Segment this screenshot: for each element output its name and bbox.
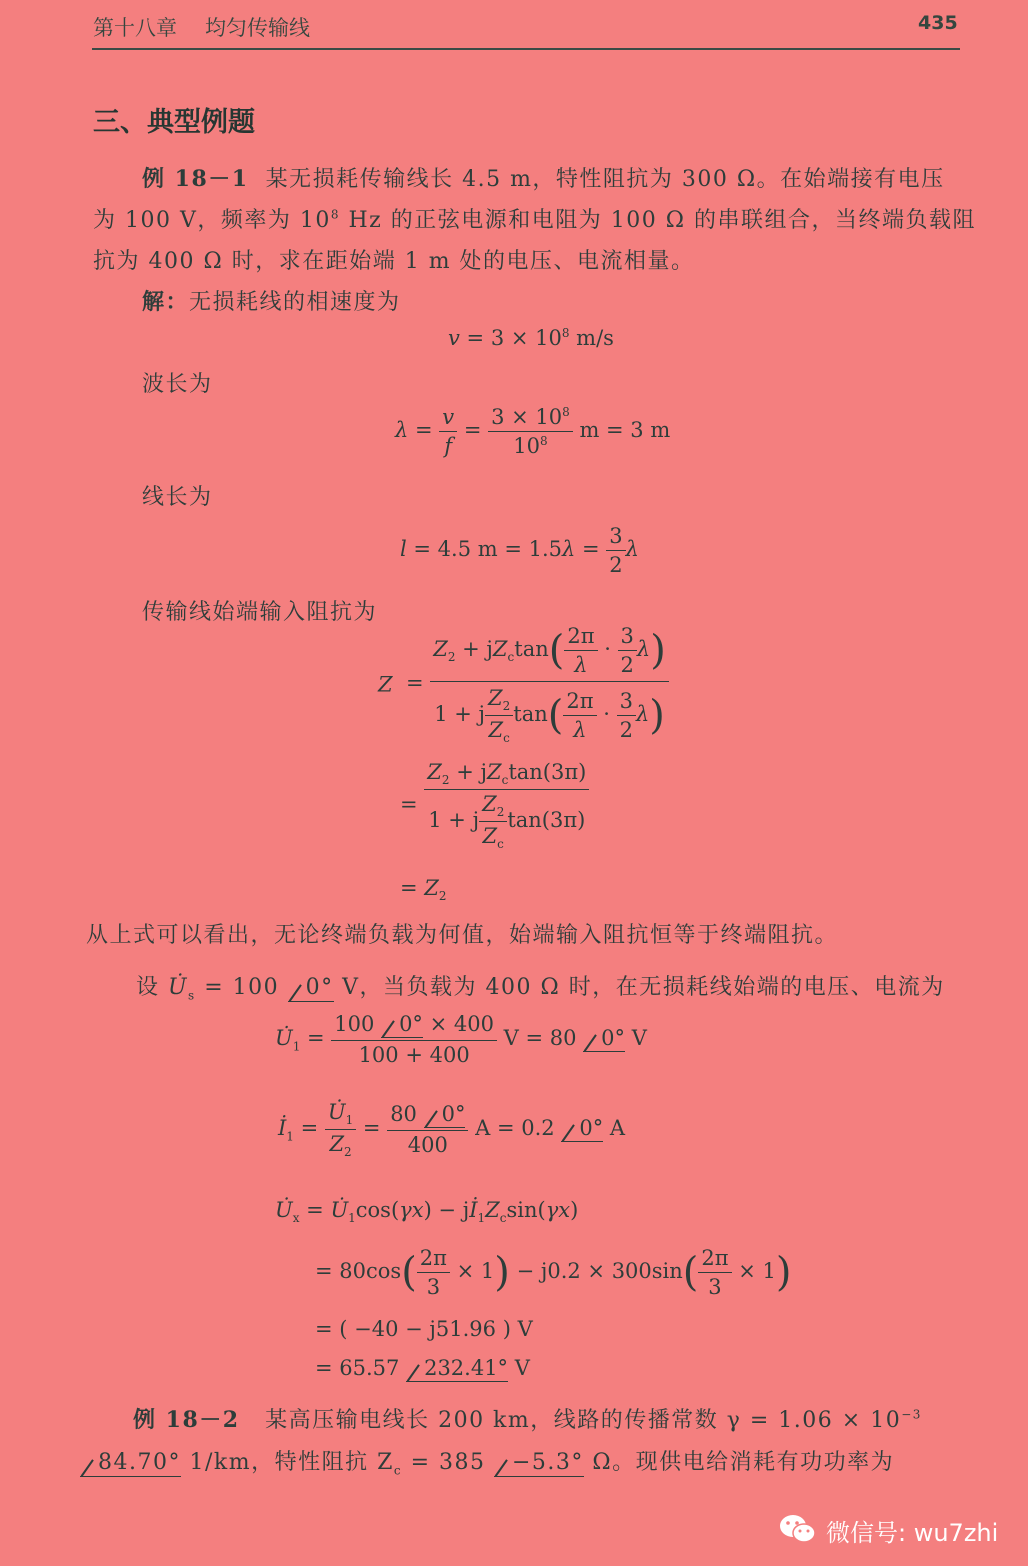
solution-intro: 无损耗线的相速度为 — [189, 290, 401, 315]
example-1-label: 例 18－1 — [142, 166, 249, 192]
example-2-exponent: −3 — [901, 1407, 922, 1422]
example-1-text-1: 某无损耗传输线长 4.5 m，特性阻抗为 300 Ω。在始端接有电压 — [265, 167, 945, 192]
page-number: 435 — [918, 12, 958, 34]
ux-equation-4: = 65.57 232.41° V — [315, 1356, 530, 1382]
example-2-sub: c — [393, 1463, 403, 1478]
velocity-equation: $v = 3 \times 10^8$ m/s — [448, 326, 614, 350]
chapter-title: 均匀传输线 — [205, 16, 310, 40]
i1-equation: $İ_1$ = $\frac{U̇_1}{Z_2}$ = $\frac{80 0^\circ}{400}$ A = 0.2 0° A — [278, 1100, 626, 1160]
example-2-angle-2: −5.3° — [494, 1450, 584, 1477]
impedance-label: 传输线始端输入阻抗为 — [142, 600, 378, 625]
example-2-text-2c: Ω。现供电给消耗有功功率为 — [583, 1450, 895, 1475]
example-2-text-2a: 1/km，特性阻抗 Z — [180, 1450, 394, 1475]
assume-prefix: 设 — [136, 975, 168, 1000]
example-1-line-2 — [93, 203, 976, 234]
example-2-text-2b: = 385 — [402, 1450, 494, 1475]
assume-value: = 100 — [195, 975, 288, 1000]
example-2-line-2 — [80, 1445, 894, 1477]
wavelength-label: 波长为 — [142, 372, 213, 397]
example-1-exponent: 8 — [330, 207, 340, 222]
ux-equation-3: = ( −40 − j51.96 ) V — [315, 1317, 533, 1341]
watermark — [778, 1512, 998, 1548]
example-2-line-1 — [133, 1403, 922, 1434]
watermark-text: 微信号: wu7zhi — [826, 1518, 999, 1547]
example-2-label: 例 18－2 — [133, 1407, 240, 1433]
header-rule — [92, 48, 960, 50]
example-2-angle-1: 84.70° — [80, 1450, 181, 1477]
solution-label: 解： — [142, 289, 190, 315]
example-1-line-3: 抗为 400 Ω 时，求在距始端 1 m 处的电压、电流相量。 — [93, 249, 695, 274]
impedance-equation-2: = $Z_2 + jZ_c\tan(3\pi)$ 1 + j $\frac{Z_2}{Z_c}$ tan(3π) — [400, 760, 589, 852]
wavelength-equation: λ = $\frac{v}{f}$ = $\frac{3 \times 10^8}{10^8}$ m = 3 m — [395, 405, 671, 458]
length-equation: l = 4.5 m = 1.5λ = $\frac{3}{2}$ λ — [400, 524, 639, 577]
assume-angle: 0° — [288, 975, 334, 1002]
wechat-icon — [778, 1512, 818, 1548]
example-1-text-2a: 为 100 V，频率为 10 — [93, 208, 331, 233]
chapter-label: 第十八章 — [93, 16, 177, 40]
u1-equation: $U̇_1$ = $\frac{100 0^\circ \times 400}{100 + 400}$ V = 80 0° V — [275, 1012, 647, 1068]
conclusion-text: 从上式可以看出，无论终端负载为何值，始端输入阻抗恒等于终端阻抗。 — [86, 923, 839, 948]
assumption-line: 设 $U̇_s = 100$ 0° V，当负载为 400 Ω 时，在无损耗线始端的电压、电流为 — [136, 975, 945, 1003]
impedance-equation-3: = $Z_2$ — [400, 876, 447, 904]
impedance-equation-1: Z = $Z_2 + jZ_c\tan$( $\frac{2\pi}{\lambda}$ · $\frac{3}{2}$ λ) 1 + j $\frac{Z_2}{Z_c}$ tan( $\frac{2\pi}{\lambda}$ · $\frac{3}{2}$ λ) — [378, 624, 669, 745]
example-1-line-1 — [142, 162, 945, 193]
example-1-text-2b: Hz 的正弦电源和电阻为 100 Ω 的串联组合，当终端负载阻 — [340, 208, 976, 233]
length-label: 线长为 — [142, 485, 213, 510]
assume-suffix: V，当负载为 400 Ω 时，在无损耗线始端的电压、电流为 — [333, 975, 945, 1000]
section-title: 三、典型例题 — [93, 107, 255, 138]
example-2-text-1: 某高压输电线长 200 km，线路的传播常数 γ = 1.06 × 10 — [265, 1408, 902, 1433]
ux-equation-1: $U̇_x$ = $U̇_1\cos(\gamma x)$ − $jİ_1Z_c\sin(\gamma x)$ — [275, 1198, 579, 1226]
solution-intro-line — [142, 285, 401, 316]
ux-equation-2: = 80cos( $\frac{2\pi}{3}$ × 1) − j0.2 × 300sin( $\frac{2\pi}{3}$ × 1) — [315, 1246, 792, 1299]
